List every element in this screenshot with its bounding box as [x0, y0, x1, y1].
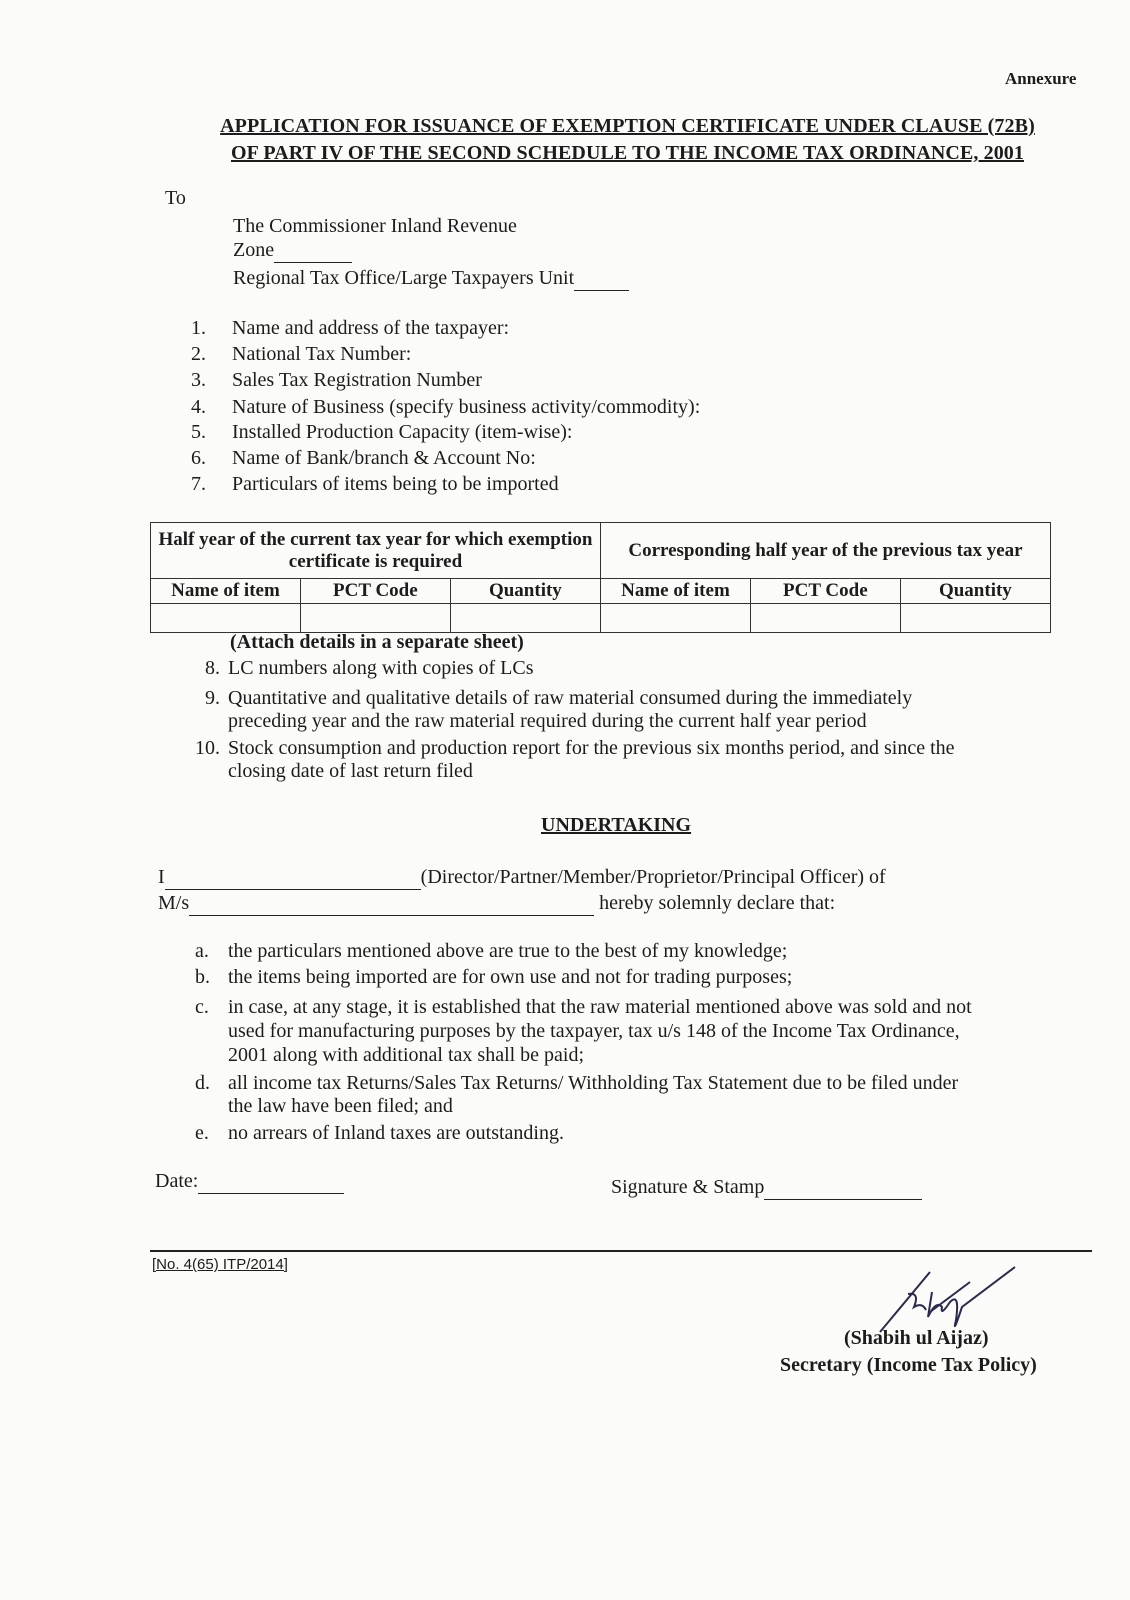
item-text: Installed Production Capacity (item-wise): — [232, 421, 573, 443]
item-number: 2. — [191, 343, 206, 365]
group-header-previous: Corresponding half year of the previous tax year — [600, 523, 1050, 579]
column-header: Name of item — [600, 579, 750, 604]
point-letter: e. — [195, 1122, 209, 1144]
zone-line — [233, 238, 352, 263]
zone-blank — [274, 238, 352, 263]
date-blank — [198, 1169, 344, 1194]
item-text: Sales Tax Registration Number — [232, 369, 482, 391]
signature-label: Signature & Stamp — [611, 1176, 765, 1198]
declaration-text: hereby solemnly declare that: — [599, 892, 836, 914]
reference-number: [No. 4(65) ITP/2014] — [152, 1256, 288, 1273]
point-text: 2001 along with additional tax shall be paid; — [228, 1044, 585, 1066]
group-header-current: Half year of the current tax year for which exemption certificate is required — [151, 523, 601, 579]
item-number: 3. — [191, 369, 206, 391]
title-line-1: APPLICATION FOR ISSUANCE OF EXEMPTION CERTIFICATE UNDER CLAUSE (72B) — [220, 115, 1035, 137]
item-text: Name and address of the taxpayer: — [232, 317, 510, 339]
office-line — [233, 266, 629, 291]
column-header: Name of item — [151, 579, 301, 604]
date-field — [155, 1169, 344, 1194]
company-line — [158, 891, 835, 916]
zone-label: Zone — [233, 239, 275, 261]
item-number: 6. — [191, 447, 206, 469]
column-header: Quantity — [450, 579, 600, 604]
point-letter: d. — [195, 1072, 210, 1094]
company-prefix: M/s — [158, 892, 190, 914]
office-label: Regional Tax Office/Large Taxpayers Unit — [233, 267, 575, 289]
item-text: Nature of Business (specify business activity/commodity): — [232, 396, 701, 418]
point-letter: a. — [195, 940, 209, 962]
item-text: Name of Bank/branch & Account No: — [232, 447, 536, 469]
item-text: Particulars of items being to be imported — [232, 473, 559, 495]
point-text: no arrears of Inland taxes are outstanding. — [228, 1122, 564, 1144]
attach-note: (Attach details in a separate sheet) — [230, 631, 524, 653]
undertaking-heading: UNDERTAKING — [541, 814, 692, 836]
item-number: 8. — [205, 657, 220, 679]
declarant-prefix: I — [158, 866, 165, 888]
point-letter: b. — [195, 966, 210, 988]
point-text: all income tax Returns/Sales Tax Returns/ Withholding Tax Statement due to be filed under — [228, 1072, 959, 1094]
point-text: used for manufacturing purposes by the taxpayer, tax u/s 148 of the Income Tax Ordinance, — [228, 1020, 960, 1042]
item-text: preceding year and the raw material required during the current half year period — [228, 710, 867, 732]
office-blank — [574, 266, 629, 291]
item-number: 1. — [191, 317, 206, 339]
addressee-line: The Commissioner Inland Revenue — [233, 215, 517, 237]
point-text: the items being imported are for own use and not for trading purposes; — [228, 966, 793, 988]
point-text: in case, at any stage, it is established that the raw material mentioned above was sold and not — [228, 996, 972, 1018]
point-text: the particulars mentioned above are true to the best of my knowledge; — [228, 940, 788, 962]
signature-blank — [764, 1175, 922, 1200]
signatory-name: (Shabih ul Aijaz) — [844, 1327, 989, 1349]
declarant-name-blank — [165, 865, 421, 890]
column-header: Quantity — [900, 579, 1050, 604]
import-items-table — [150, 522, 1051, 633]
to-label: To — [165, 187, 186, 209]
date-label: Date: — [155, 1170, 199, 1192]
point-letter: c. — [195, 996, 209, 1018]
annexure-label: Annexure — [1005, 69, 1077, 88]
item-text: closing date of last return filed — [228, 760, 473, 782]
item-number: 5. — [191, 421, 206, 443]
column-header: PCT Code — [300, 579, 450, 604]
item-number: 10. — [195, 737, 220, 759]
item-number: 9. — [205, 687, 220, 709]
item-text: LC numbers along with copies of LCs — [228, 657, 534, 679]
column-header: PCT Code — [750, 579, 900, 604]
item-text: Quantitative and qualitative details of raw material consumed during the immediately — [228, 687, 913, 709]
company-name-blank — [189, 891, 594, 916]
divider — [150, 1250, 1092, 1252]
item-number: 4. — [191, 396, 206, 418]
point-text: the law have been filed; and — [228, 1095, 453, 1117]
signatory-designation: Secretary (Income Tax Policy) — [780, 1354, 1037, 1376]
signature-field — [611, 1175, 922, 1200]
declarant-line — [158, 865, 886, 890]
declarant-role: (Director/Partner/Member/Proprietor/Principal Officer) of — [420, 866, 886, 888]
item-text: National Tax Number: — [232, 343, 412, 365]
item-number: 7. — [191, 473, 206, 495]
item-text: Stock consumption and production report for the previous six months period, and since the — [228, 737, 955, 759]
title-line-2: OF PART IV OF THE SECOND SCHEDULE TO THE INCOME TAX ORDINANCE, 2001 — [231, 142, 1024, 164]
